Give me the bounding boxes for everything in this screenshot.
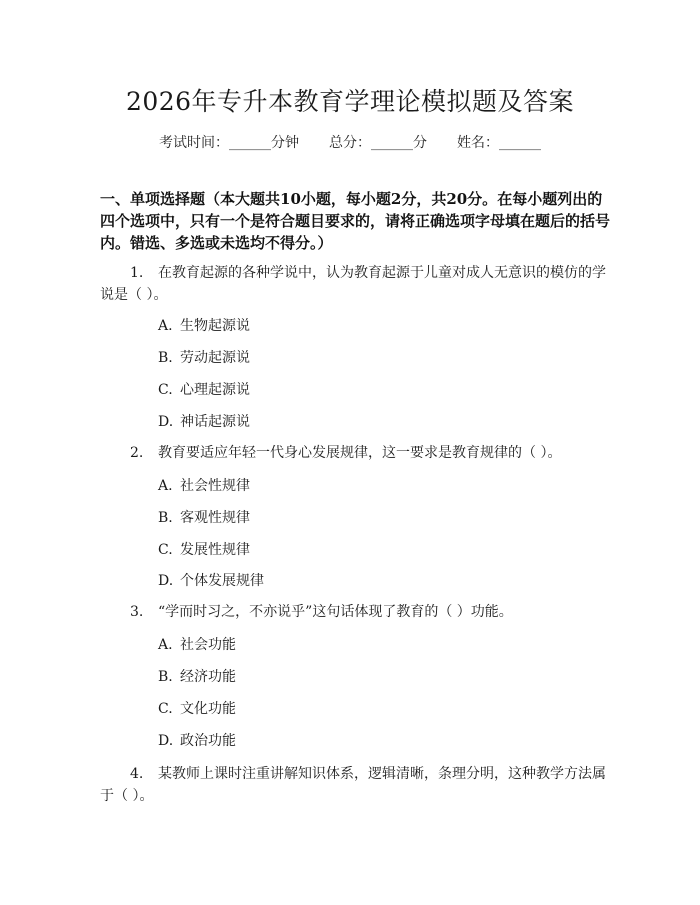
exam-meta (0, 132, 700, 152)
option-letter: C. (158, 701, 173, 717)
question-3-option-d (158, 732, 236, 750)
option-letter: C. (158, 382, 173, 398)
option-text: 客观性规律 (180, 510, 250, 526)
question-1-option-c (158, 381, 250, 399)
question-text: 某教师上课时注重讲解知识体系，逻辑清晰，条理分明，这种教学方法属于（ ）。 (100, 766, 606, 804)
name-field: 姓名：______ (457, 135, 541, 151)
question-text: 教育要适应年轻一代身心发展规律，这一要求是教育规律的（ ）。 (158, 445, 562, 461)
option-letter: A. (158, 478, 173, 494)
option-letter: B. (158, 350, 173, 366)
option-letter: D. (158, 414, 174, 430)
question-3 (100, 601, 610, 623)
option-text: 文化功能 (180, 701, 236, 717)
question-number: 1. (130, 265, 144, 281)
option-letter: B. (158, 669, 173, 685)
question-1-option-a (158, 317, 250, 335)
option-text: 社会功能 (180, 637, 236, 653)
question-4 (100, 763, 610, 807)
question-3-option-a (158, 636, 236, 654)
option-letter: D. (158, 573, 174, 589)
option-letter: C. (158, 542, 173, 558)
total-score-field: 总分：______分 (329, 135, 427, 151)
option-letter: D. (158, 733, 174, 749)
option-text: 个体发展规律 (180, 573, 264, 589)
option-text: 经济功能 (180, 669, 236, 685)
option-text: 发展性规律 (180, 542, 250, 558)
question-number: 2. (130, 445, 144, 461)
option-text: 政治功能 (180, 733, 236, 749)
question-1-option-d (158, 413, 250, 431)
option-text: 社会性规律 (180, 478, 250, 494)
question-1 (100, 262, 610, 306)
option-text: 劳动起源说 (180, 350, 250, 366)
question-2-option-c (158, 541, 250, 559)
question-2-option-a (158, 477, 250, 495)
option-text: 心理起源说 (180, 382, 250, 398)
question-2 (100, 442, 610, 464)
question-text: “学而时习之，不亦说乎”这句话体现了教育的（ ）功能。 (158, 604, 513, 620)
option-text: 神话起源说 (180, 414, 250, 430)
question-3-option-b (158, 668, 236, 686)
question-3-option-c (158, 700, 236, 718)
page-title: 2026年专升本教育学理论模拟题及答案 (125, 87, 575, 116)
exam-time-field: 考试时间：______分钟 (159, 135, 299, 151)
option-letter: B. (158, 510, 173, 526)
question-1-option-b (158, 349, 250, 367)
question-2-option-b (158, 509, 250, 527)
option-text: 生物起源说 (180, 318, 250, 334)
question-2-option-d (158, 572, 264, 590)
question-number: 4. (130, 766, 144, 782)
option-letter: A. (158, 318, 173, 334)
question-number: 3. (130, 604, 144, 620)
section-header: 一、单项选择题（本大题共10小题，每小题2分，共20分。在每小题列出的四个选项中，只有一个是符合题目要求的，请将正确选项字母填在题后的括号内。错选、多选或未选均不得分。） (100, 190, 611, 252)
option-letter: A. (158, 637, 173, 653)
question-text: 在教育起源的各种学说中，认为教育起源于儿童对成人无意识的模仿的学说是（ ）。 (100, 265, 606, 303)
